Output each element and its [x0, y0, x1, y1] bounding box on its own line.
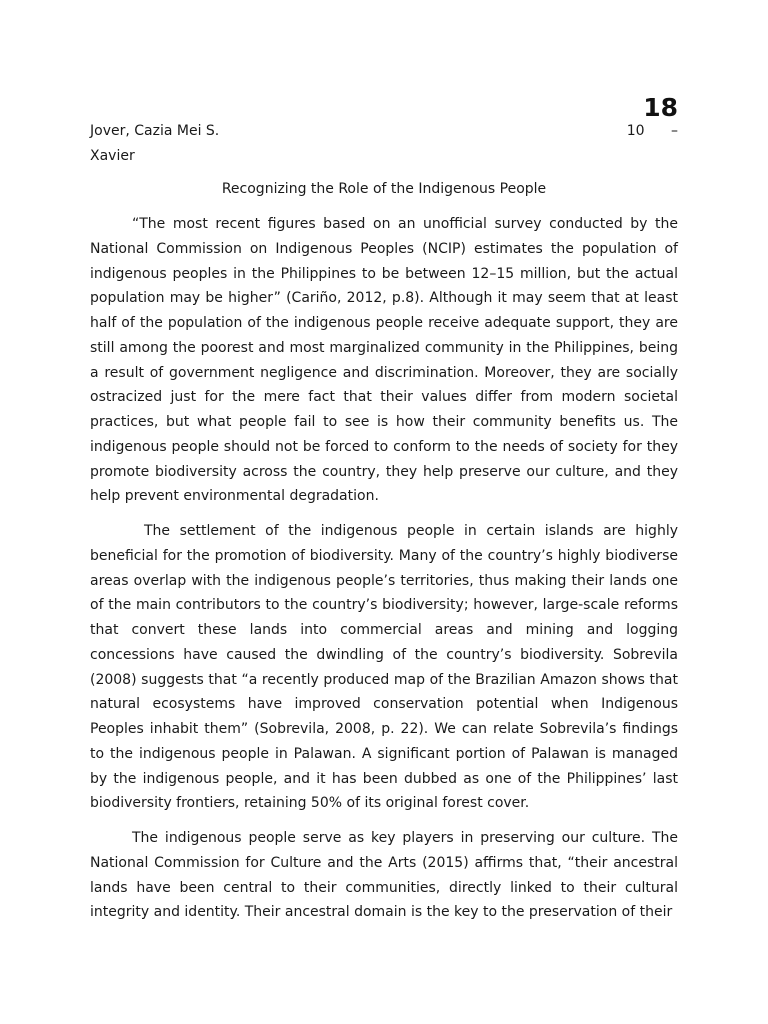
paragraph-3: The indigenous people serve as key players in preserving our culture. The National Commission for Culture and the Arts (2015) affirms that, “their ancestral lands have been central to their communities, directly linked to their cultural integrity and identity. Their ancestral domain is the key to the preservation of their	[90, 830, 678, 921]
paragraph-1: “The most recent figures based on an unofficial survey conducted by the National Commission on Indigenous Peoples (NCIP) estimates the population of indigenous peoples in the Philippines to be between 12–15 million, but the actual population may be higher” (Cariño, 2012, p.8). Although it may seem that at least half of the population of the indigenous people receive adequate support, they are still among the poorest and most marginalized community in the Philippines, being a result of government negligence and discrimination. Moreover, they are socially ostracized just for the mere fact that their values differ from modern societal practices, but what people fail to see is how their community benefits us. The indigenous people should not be forced to conform to the needs of society for they promote biodiversity across the country, they help preserve our culture, and they help prevent environmental degradation.	[90, 216, 678, 505]
grade-level: 10 –	[626, 123, 678, 139]
author-name: Jover, Cazia Mei S.	[90, 123, 220, 139]
section-name: Xavier	[90, 148, 135, 164]
essay-body	[90, 212, 678, 935]
page-number: 18	[643, 93, 678, 122]
paragraph-2: The settlement of the indigenous people in certain islands are highly beneficial for the promotion of biodiversity. Many of the country’s highly biodiverse areas overlap with the indigenous people’s territories, thus making their lands one of the main contributors to the country’s biodiversity; however, large-scale reforms that convert these lands into commercial areas and mining and logging concessions have caused the dwindling of the country’s biodiversity. Sobrevila (2008) suggests that “a recently produced map of the Brazilian Amazon shows that natural ecosystems have improved conservation potential when Indigenous Peoples inhabit them” (Sobrevila, 2008, p. 22). We can relate Sobrevila’s findings to the indigenous people in Palawan. A significant portion of Palawan is managed by the indigenous people, and it has been dubbed as one of the Philippines’ last biodiversity frontiers, retaining 50% of its original forest cover.	[90, 523, 678, 812]
essay-title: Recognizing the Role of the Indigenous People	[221, 181, 547, 197]
